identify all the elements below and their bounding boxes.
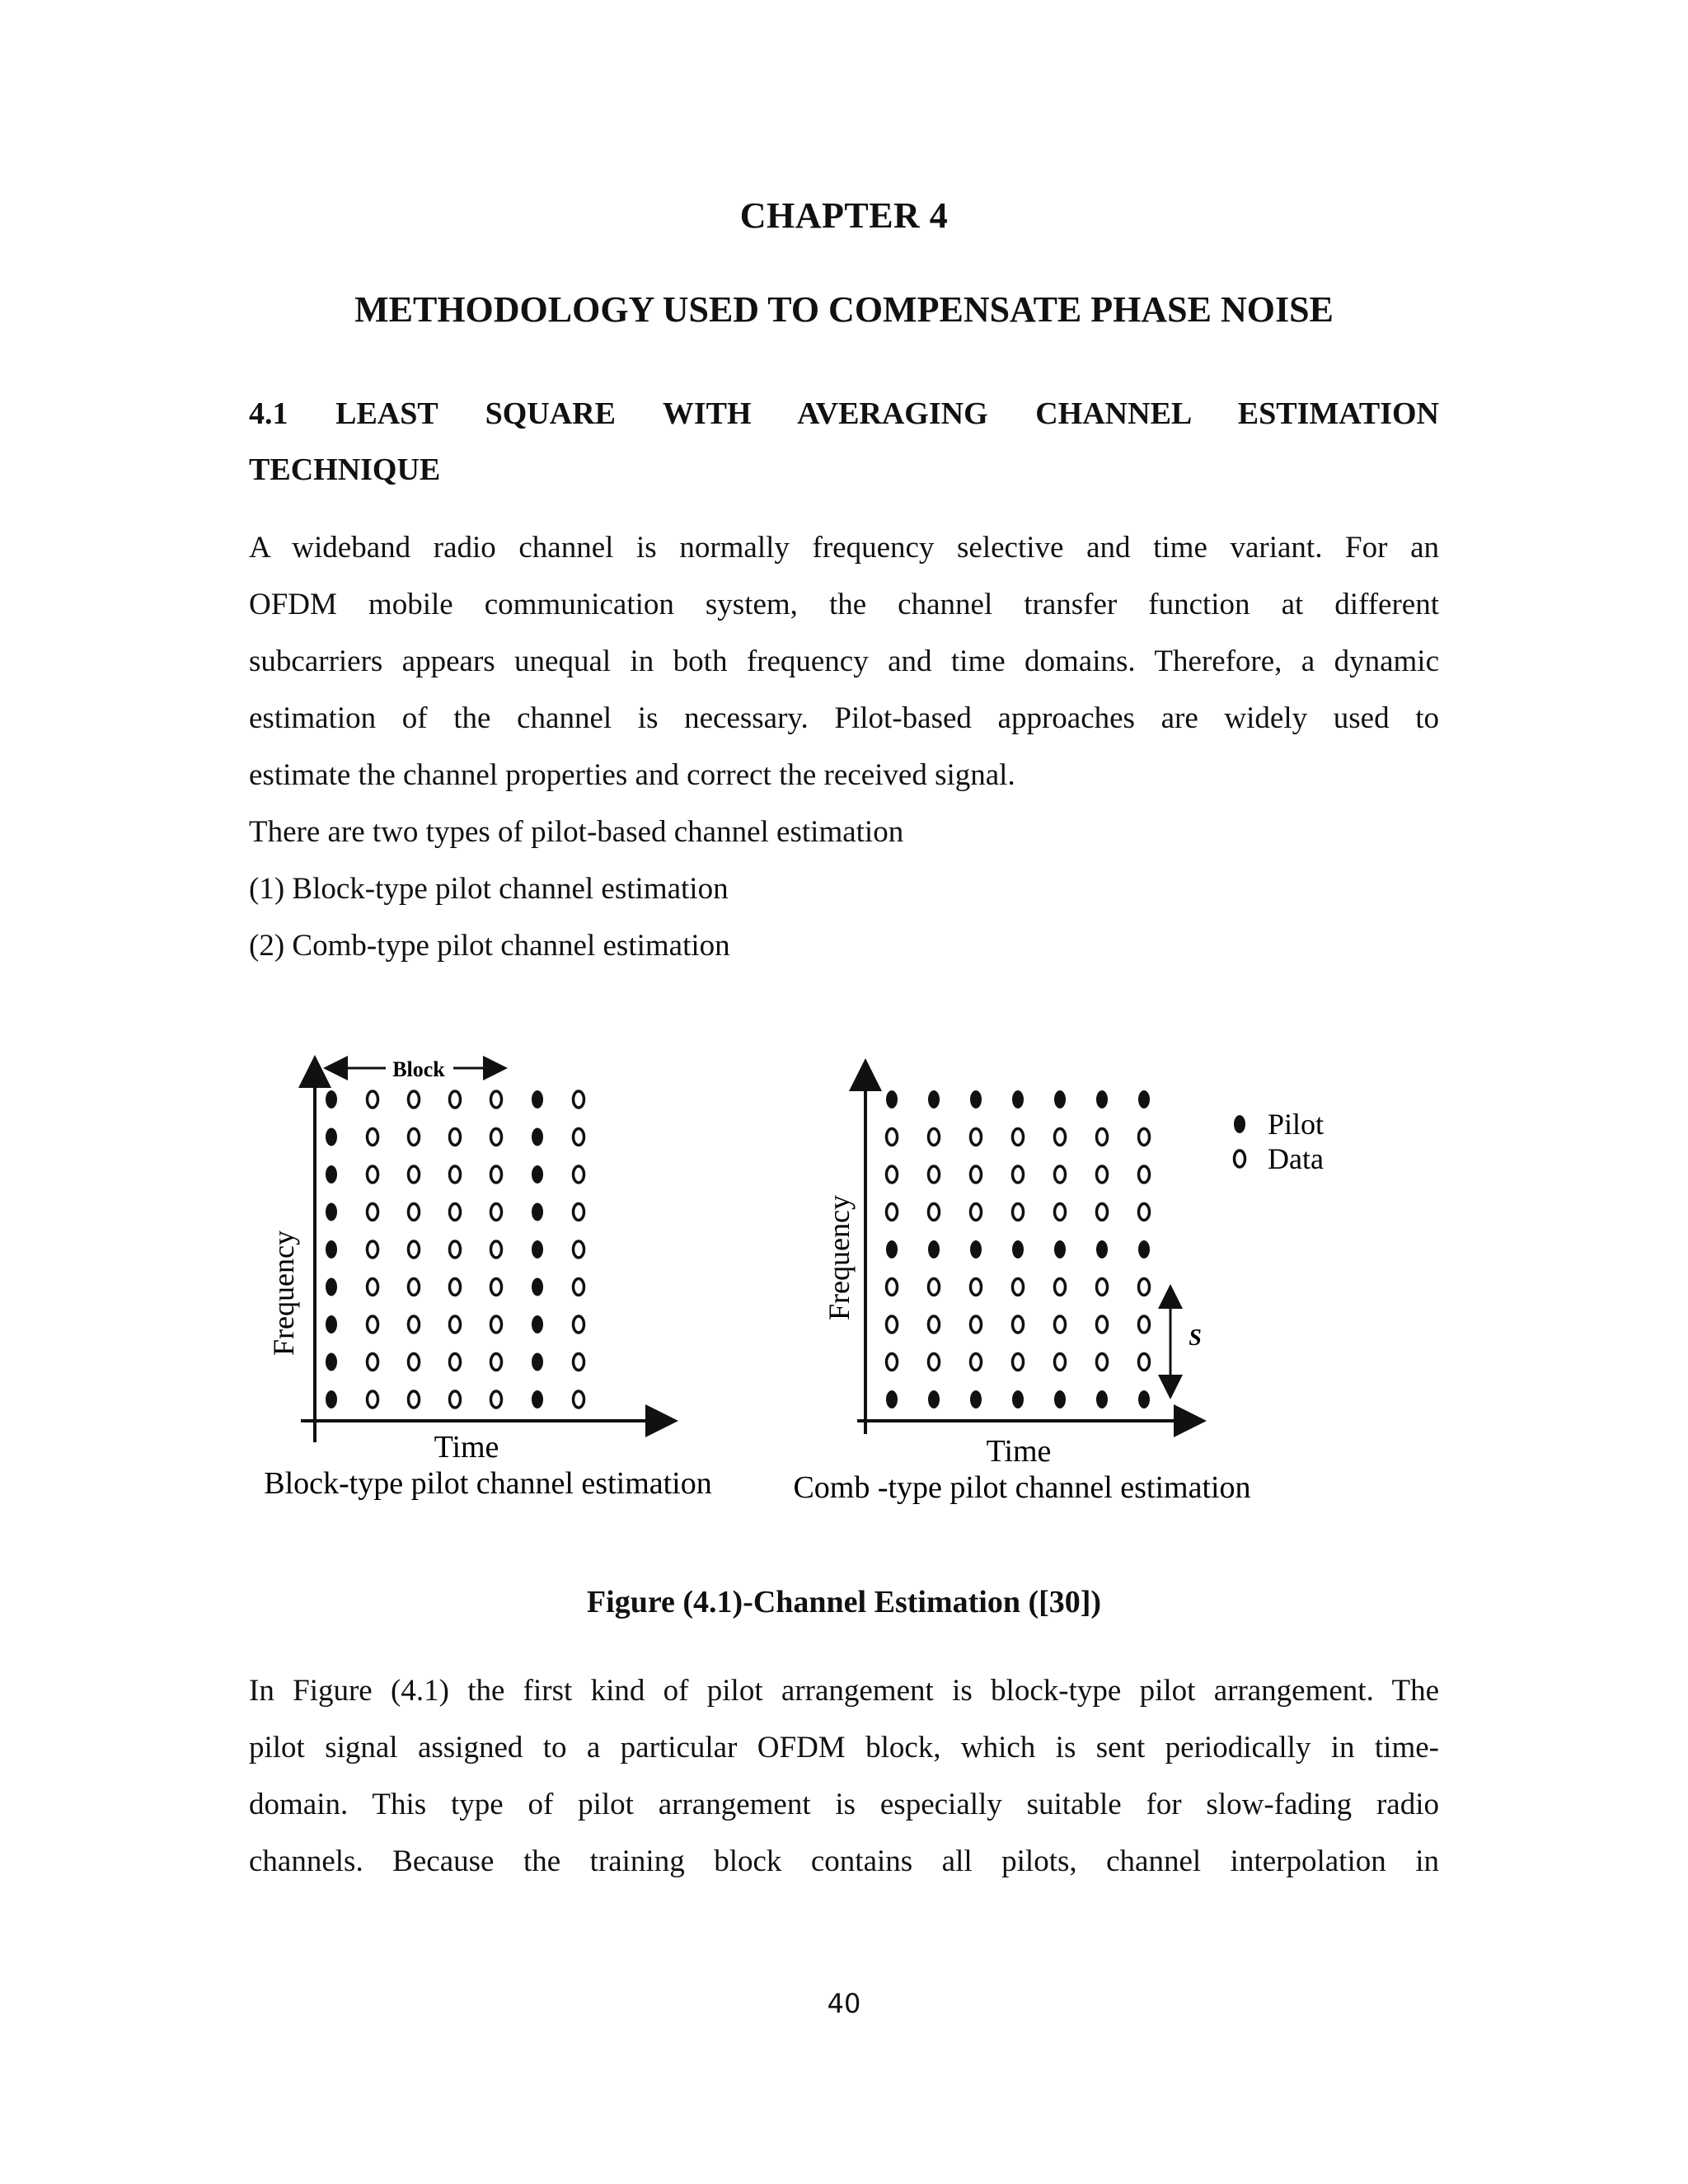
list-item: (2) Comb-type pilot channel estimation	[249, 929, 730, 963]
data-symbol	[574, 1241, 584, 1258]
left-symbol-grid	[326, 1090, 584, 1408]
pilot-symbol	[532, 1240, 543, 1258]
block-label: Block	[392, 1057, 445, 1081]
pilot-symbol	[326, 1315, 337, 1333]
data-symbol	[450, 1091, 461, 1108]
data-symbol	[574, 1279, 584, 1296]
comb-type-diagram	[793, 1065, 1250, 1505]
spacing-label: S	[1189, 1325, 1202, 1351]
pilot-symbol	[326, 1278, 337, 1296]
pilot-symbol	[532, 1203, 543, 1221]
text-line: subcarriers appears unequal in both frequency and time domains. Therefore, a dynamic	[249, 644, 1439, 678]
data-symbol	[574, 1354, 584, 1371]
data-symbol	[887, 1316, 898, 1333]
data-symbol	[971, 1279, 982, 1296]
pilot-symbol	[886, 1390, 898, 1408]
data-symbol	[409, 1316, 420, 1333]
data-symbol	[887, 1279, 898, 1296]
data-symbol	[929, 1279, 940, 1296]
pilot-symbol	[326, 1390, 337, 1408]
data-symbol	[929, 1166, 940, 1183]
data-symbol	[887, 1129, 898, 1146]
figure-legend	[1234, 1108, 1324, 1175]
text-line: A wideband radio channel is normally frequency selective and time variant. For an	[249, 531, 1439, 565]
pilot-symbol	[1096, 1390, 1108, 1408]
text-line: pilot signal assigned to a particular OFDM block, which is sent periodically in time-	[249, 1731, 1439, 1765]
data-symbol	[1097, 1279, 1108, 1296]
text-line: estimation of the channel is necessary. Pilot-based approaches are widely used to	[249, 701, 1439, 735]
data-symbol	[491, 1354, 502, 1371]
data-symbol	[450, 1391, 461, 1408]
intro-paragraph	[249, 519, 1439, 974]
list-item: (1) Block-type pilot channel estimation	[249, 872, 729, 906]
data-symbol	[491, 1279, 502, 1296]
pilot-symbol	[970, 1390, 982, 1408]
data-symbol	[929, 1354, 940, 1371]
data-symbol	[450, 1354, 461, 1371]
text-line: In Figure (4.1) the first kind of pilot arrangement is block-type pilot arrangement. The	[249, 1674, 1439, 1708]
section-heading-line1: 4.1 LEAST SQUARE WITH AVERAGING CHANNEL ESTIMATION	[249, 396, 1439, 431]
data-symbol	[574, 1316, 584, 1333]
left-x-label: Time	[434, 1430, 499, 1465]
data-symbol	[574, 1204, 584, 1221]
data-symbol	[574, 1129, 584, 1146]
data-symbol	[971, 1204, 982, 1221]
data-symbol	[368, 1316, 378, 1333]
data-symbol	[491, 1091, 502, 1108]
pilot-symbol	[1096, 1090, 1108, 1108]
data-symbol	[368, 1354, 378, 1371]
data-symbol	[1013, 1316, 1024, 1333]
data-symbol	[450, 1166, 461, 1183]
data-symbol	[1139, 1204, 1150, 1221]
pilot-symbol	[532, 1278, 543, 1296]
chapter-heading: CHAPTER 4	[739, 195, 949, 236]
text-line: There are two types of pilot-based channel estimation	[249, 815, 904, 849]
pilot-symbol	[326, 1203, 337, 1221]
right-x-label: Time	[986, 1434, 1052, 1469]
body-paragraph	[249, 1662, 1439, 1890]
pilot-symbol	[1138, 1240, 1150, 1258]
data-symbol	[1097, 1129, 1108, 1146]
left-caption: Block-type pilot channel estimation	[264, 1466, 712, 1501]
data-symbol	[971, 1354, 982, 1371]
page-number: 40	[827, 1988, 861, 2019]
text-line: domain. This type of pilot arrangement is especially suitable for slow-fading radio	[249, 1788, 1439, 1821]
text-line: OFDM mobile communication system, the channel transfer function at different	[249, 588, 1439, 621]
data-symbol	[929, 1204, 940, 1221]
data-symbol	[368, 1391, 378, 1408]
data-symbol	[409, 1279, 420, 1296]
pilot-symbol	[928, 1090, 940, 1108]
data-symbol	[368, 1129, 378, 1146]
data-symbol	[1139, 1279, 1150, 1296]
data-symbol	[1139, 1129, 1150, 1146]
data-symbol	[450, 1129, 461, 1146]
data-symbol	[971, 1129, 982, 1146]
legend-data-label: Data	[1268, 1142, 1324, 1175]
data-symbol	[1097, 1204, 1108, 1221]
figure-caption: Figure (4.1)-Channel Estimation ([30])	[586, 1585, 1102, 1619]
pilot-symbol	[326, 1165, 337, 1183]
pilot-symbol	[928, 1240, 940, 1258]
data-symbol	[450, 1316, 461, 1333]
data-symbol	[409, 1354, 420, 1371]
pilot-symbol	[970, 1090, 982, 1108]
legend-pilot-marker	[1234, 1115, 1245, 1133]
pilot-symbol	[1138, 1390, 1150, 1408]
data-symbol	[409, 1166, 420, 1183]
pilot-symbol	[1012, 1240, 1024, 1258]
data-symbol	[491, 1391, 502, 1408]
pilot-symbol	[326, 1090, 337, 1108]
pilot-symbol	[1096, 1240, 1108, 1258]
pilot-symbol	[1054, 1240, 1066, 1258]
data-symbol	[368, 1166, 378, 1183]
channel-estimation-figure	[0, 1022, 1688, 1533]
pilot-symbol	[532, 1353, 543, 1371]
section-heading-line2: TECHNIQUE	[249, 452, 441, 487]
data-symbol	[409, 1241, 420, 1258]
data-symbol	[1013, 1129, 1024, 1146]
data-symbol	[1013, 1354, 1024, 1371]
legend-pilot-label: Pilot	[1268, 1108, 1325, 1141]
pilot-symbol	[1138, 1090, 1150, 1108]
data-symbol	[1139, 1166, 1150, 1183]
right-caption: Comb -type pilot channel estimation	[793, 1470, 1251, 1505]
data-symbol	[887, 1204, 898, 1221]
data-symbol	[1013, 1204, 1024, 1221]
data-symbol	[929, 1316, 940, 1333]
data-symbol	[491, 1241, 502, 1258]
data-symbol	[491, 1316, 502, 1333]
data-symbol	[409, 1391, 420, 1408]
data-symbol	[1055, 1204, 1066, 1221]
data-symbol	[574, 1391, 584, 1408]
pilot-symbol	[532, 1165, 543, 1183]
data-symbol	[971, 1166, 982, 1183]
pilot-symbol	[886, 1240, 898, 1258]
pilot-symbol	[1012, 1090, 1024, 1108]
data-symbol	[1139, 1316, 1150, 1333]
data-symbol	[368, 1241, 378, 1258]
data-symbol	[491, 1204, 502, 1221]
data-symbol	[1097, 1166, 1108, 1183]
data-symbol	[450, 1204, 461, 1221]
data-symbol	[574, 1091, 584, 1108]
right-symbol-grid	[886, 1090, 1150, 1408]
pilot-symbol	[326, 1128, 337, 1146]
data-symbol	[1055, 1279, 1066, 1296]
pilot-symbol	[532, 1128, 543, 1146]
data-symbol	[971, 1316, 982, 1333]
chapter-title: METHODOLOGY USED TO COMPENSATE PHASE NOISE	[354, 289, 1334, 330]
data-symbol	[491, 1129, 502, 1146]
pilot-symbol	[886, 1090, 898, 1108]
data-symbol	[1013, 1166, 1024, 1183]
text-line: estimate the channel properties and correct the received signal.	[249, 758, 1015, 792]
pilot-symbol	[1054, 1390, 1066, 1408]
data-symbol	[368, 1091, 378, 1108]
data-symbol	[1013, 1279, 1024, 1296]
pilot-symbol	[1054, 1090, 1066, 1108]
data-symbol	[368, 1204, 378, 1221]
pilot-symbol	[532, 1315, 543, 1333]
data-symbol	[1055, 1129, 1066, 1146]
data-symbol	[1139, 1354, 1150, 1371]
pilot-symbol	[532, 1090, 543, 1108]
data-symbol	[1055, 1316, 1066, 1333]
data-symbol	[1055, 1166, 1066, 1183]
data-symbol	[450, 1279, 461, 1296]
data-symbol	[491, 1166, 502, 1183]
pilot-symbol	[928, 1390, 940, 1408]
pilot-symbol	[532, 1390, 543, 1408]
legend-data-marker	[1235, 1151, 1245, 1167]
right-y-label: Frequency	[823, 1195, 856, 1320]
pilot-symbol	[326, 1240, 337, 1258]
pilot-symbol	[970, 1240, 982, 1258]
data-symbol	[574, 1166, 584, 1183]
data-symbol	[409, 1204, 420, 1221]
data-symbol	[409, 1091, 420, 1108]
data-symbol	[1097, 1354, 1108, 1371]
data-symbol	[929, 1129, 940, 1146]
text-line: channels. Because the training block contains all pilots, channel interpolation in	[249, 1844, 1439, 1878]
block-type-diagram	[264, 1057, 712, 1501]
data-symbol	[368, 1279, 378, 1296]
data-symbol	[450, 1241, 461, 1258]
data-symbol	[887, 1354, 898, 1371]
data-symbol	[887, 1166, 898, 1183]
left-y-label: Frequency	[267, 1230, 300, 1356]
data-symbol	[1097, 1316, 1108, 1333]
data-symbol	[1055, 1354, 1066, 1371]
pilot-symbol	[1012, 1390, 1024, 1408]
pilot-symbol	[326, 1353, 337, 1371]
data-symbol	[409, 1129, 420, 1146]
